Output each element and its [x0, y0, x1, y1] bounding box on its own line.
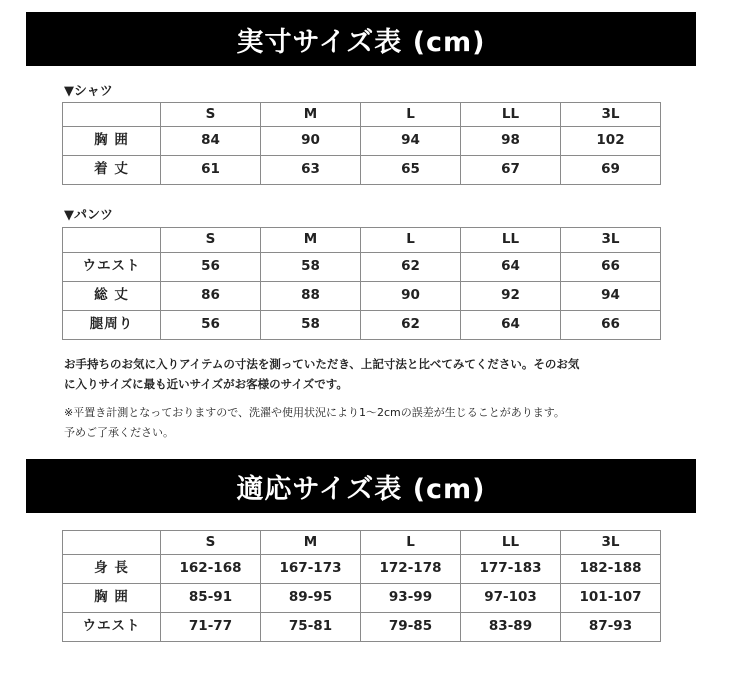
row-header: 胸 囲: [63, 127, 161, 156]
disclaimer-note-line: ※平置き計測となっておりますので、洗濯や使用状況により1〜2cmの誤差が生じることがあります。: [64, 406, 565, 419]
fit-size-title: 適応サイズ表 (cm): [26, 459, 696, 513]
column-header: 3L: [561, 531, 661, 555]
table-header-row: [63, 228, 661, 253]
table-row: [63, 613, 661, 642]
row-header: 総 丈: [63, 282, 161, 311]
table-row: [63, 127, 661, 156]
column-header: LL: [461, 103, 561, 127]
table-cell: 62: [361, 311, 461, 340]
table-cell: 167-173: [261, 555, 361, 584]
row-header: ウエスト: [63, 253, 161, 282]
row-header: ウエスト: [63, 613, 161, 642]
column-header: 3L: [561, 103, 661, 127]
table-cell: 172-178: [361, 555, 461, 584]
table-cell: 56: [161, 311, 261, 340]
table-cell: 61: [161, 156, 261, 185]
column-header: M: [261, 228, 361, 253]
table-cell: 87-93: [561, 613, 661, 642]
column-header: 3L: [561, 228, 661, 253]
corner-cell: [63, 531, 161, 555]
column-header: S: [161, 103, 261, 127]
table-cell: 92: [461, 282, 561, 311]
table-row: [63, 156, 661, 185]
shirt-section-label: ▼シャツ: [64, 84, 113, 99]
table-row: [63, 584, 661, 613]
column-header: LL: [461, 228, 561, 253]
table-cell: 83-89: [461, 613, 561, 642]
table-cell: 93-99: [361, 584, 461, 613]
table-cell: 98: [461, 127, 561, 156]
table-cell: 65: [361, 156, 461, 185]
table-cell: 64: [461, 311, 561, 340]
disclaimer-note-line: 予めご了承ください。: [64, 426, 174, 439]
table-cell: 94: [361, 127, 461, 156]
table-cell: 62: [361, 253, 461, 282]
table-cell: 85-91: [161, 584, 261, 613]
table-cell: 102: [561, 127, 661, 156]
column-header: M: [261, 103, 361, 127]
table-cell: 58: [261, 311, 361, 340]
column-header: L: [361, 228, 461, 253]
column-header: S: [161, 228, 261, 253]
corner-cell: [63, 103, 161, 127]
fit-size-table: [62, 530, 661, 642]
table-cell: 88: [261, 282, 361, 311]
table-cell: 182-188: [561, 555, 661, 584]
measure-note: [64, 354, 674, 394]
table-cell: 67: [461, 156, 561, 185]
table-cell: 79-85: [361, 613, 461, 642]
table-header-row: [63, 531, 661, 555]
table-cell: 63: [261, 156, 361, 185]
pants-size-table: [62, 227, 661, 340]
table-cell: 177-183: [461, 555, 561, 584]
table-cell: 66: [561, 311, 661, 340]
table-cell: 97-103: [461, 584, 561, 613]
table-header-row: [63, 103, 661, 127]
shirt-size-table: [62, 102, 661, 185]
table-row: [63, 253, 661, 282]
table-cell: 94: [561, 282, 661, 311]
column-header: M: [261, 531, 361, 555]
row-header: 腿周り: [63, 311, 161, 340]
column-header: S: [161, 531, 261, 555]
table-row: [63, 282, 661, 311]
table-cell: 75-81: [261, 613, 361, 642]
row-header: 胸 囲: [63, 584, 161, 613]
table-cell: 71-77: [161, 613, 261, 642]
table-cell: 84: [161, 127, 261, 156]
table-cell: 69: [561, 156, 661, 185]
column-header: LL: [461, 531, 561, 555]
measure-note-line: に入りサイズに最も近いサイズがお客様のサイズです。: [64, 377, 348, 391]
table-cell: 90: [361, 282, 461, 311]
table-cell: 86: [161, 282, 261, 311]
corner-cell: [63, 228, 161, 253]
table-cell: 90: [261, 127, 361, 156]
row-header: 身 長: [63, 555, 161, 584]
table-row: [63, 311, 661, 340]
table-cell: 89-95: [261, 584, 361, 613]
column-header: L: [361, 103, 461, 127]
table-cell: 58: [261, 253, 361, 282]
table-cell: 101-107: [561, 584, 661, 613]
disclaimer-note: [64, 403, 674, 443]
actual-size-title: 実寸サイズ表 (cm): [26, 12, 696, 66]
table-cell: 162-168: [161, 555, 261, 584]
table-cell: 64: [461, 253, 561, 282]
table-cell: 56: [161, 253, 261, 282]
table-cell: 66: [561, 253, 661, 282]
pants-section-label: ▼パンツ: [64, 208, 113, 223]
column-header: L: [361, 531, 461, 555]
row-header: 着 丈: [63, 156, 161, 185]
table-row: [63, 555, 661, 584]
measure-note-line: お手持ちのお気に入りアイテムの寸法を測っていただき、上記寸法と比べてみてください。そのお気: [64, 357, 580, 371]
